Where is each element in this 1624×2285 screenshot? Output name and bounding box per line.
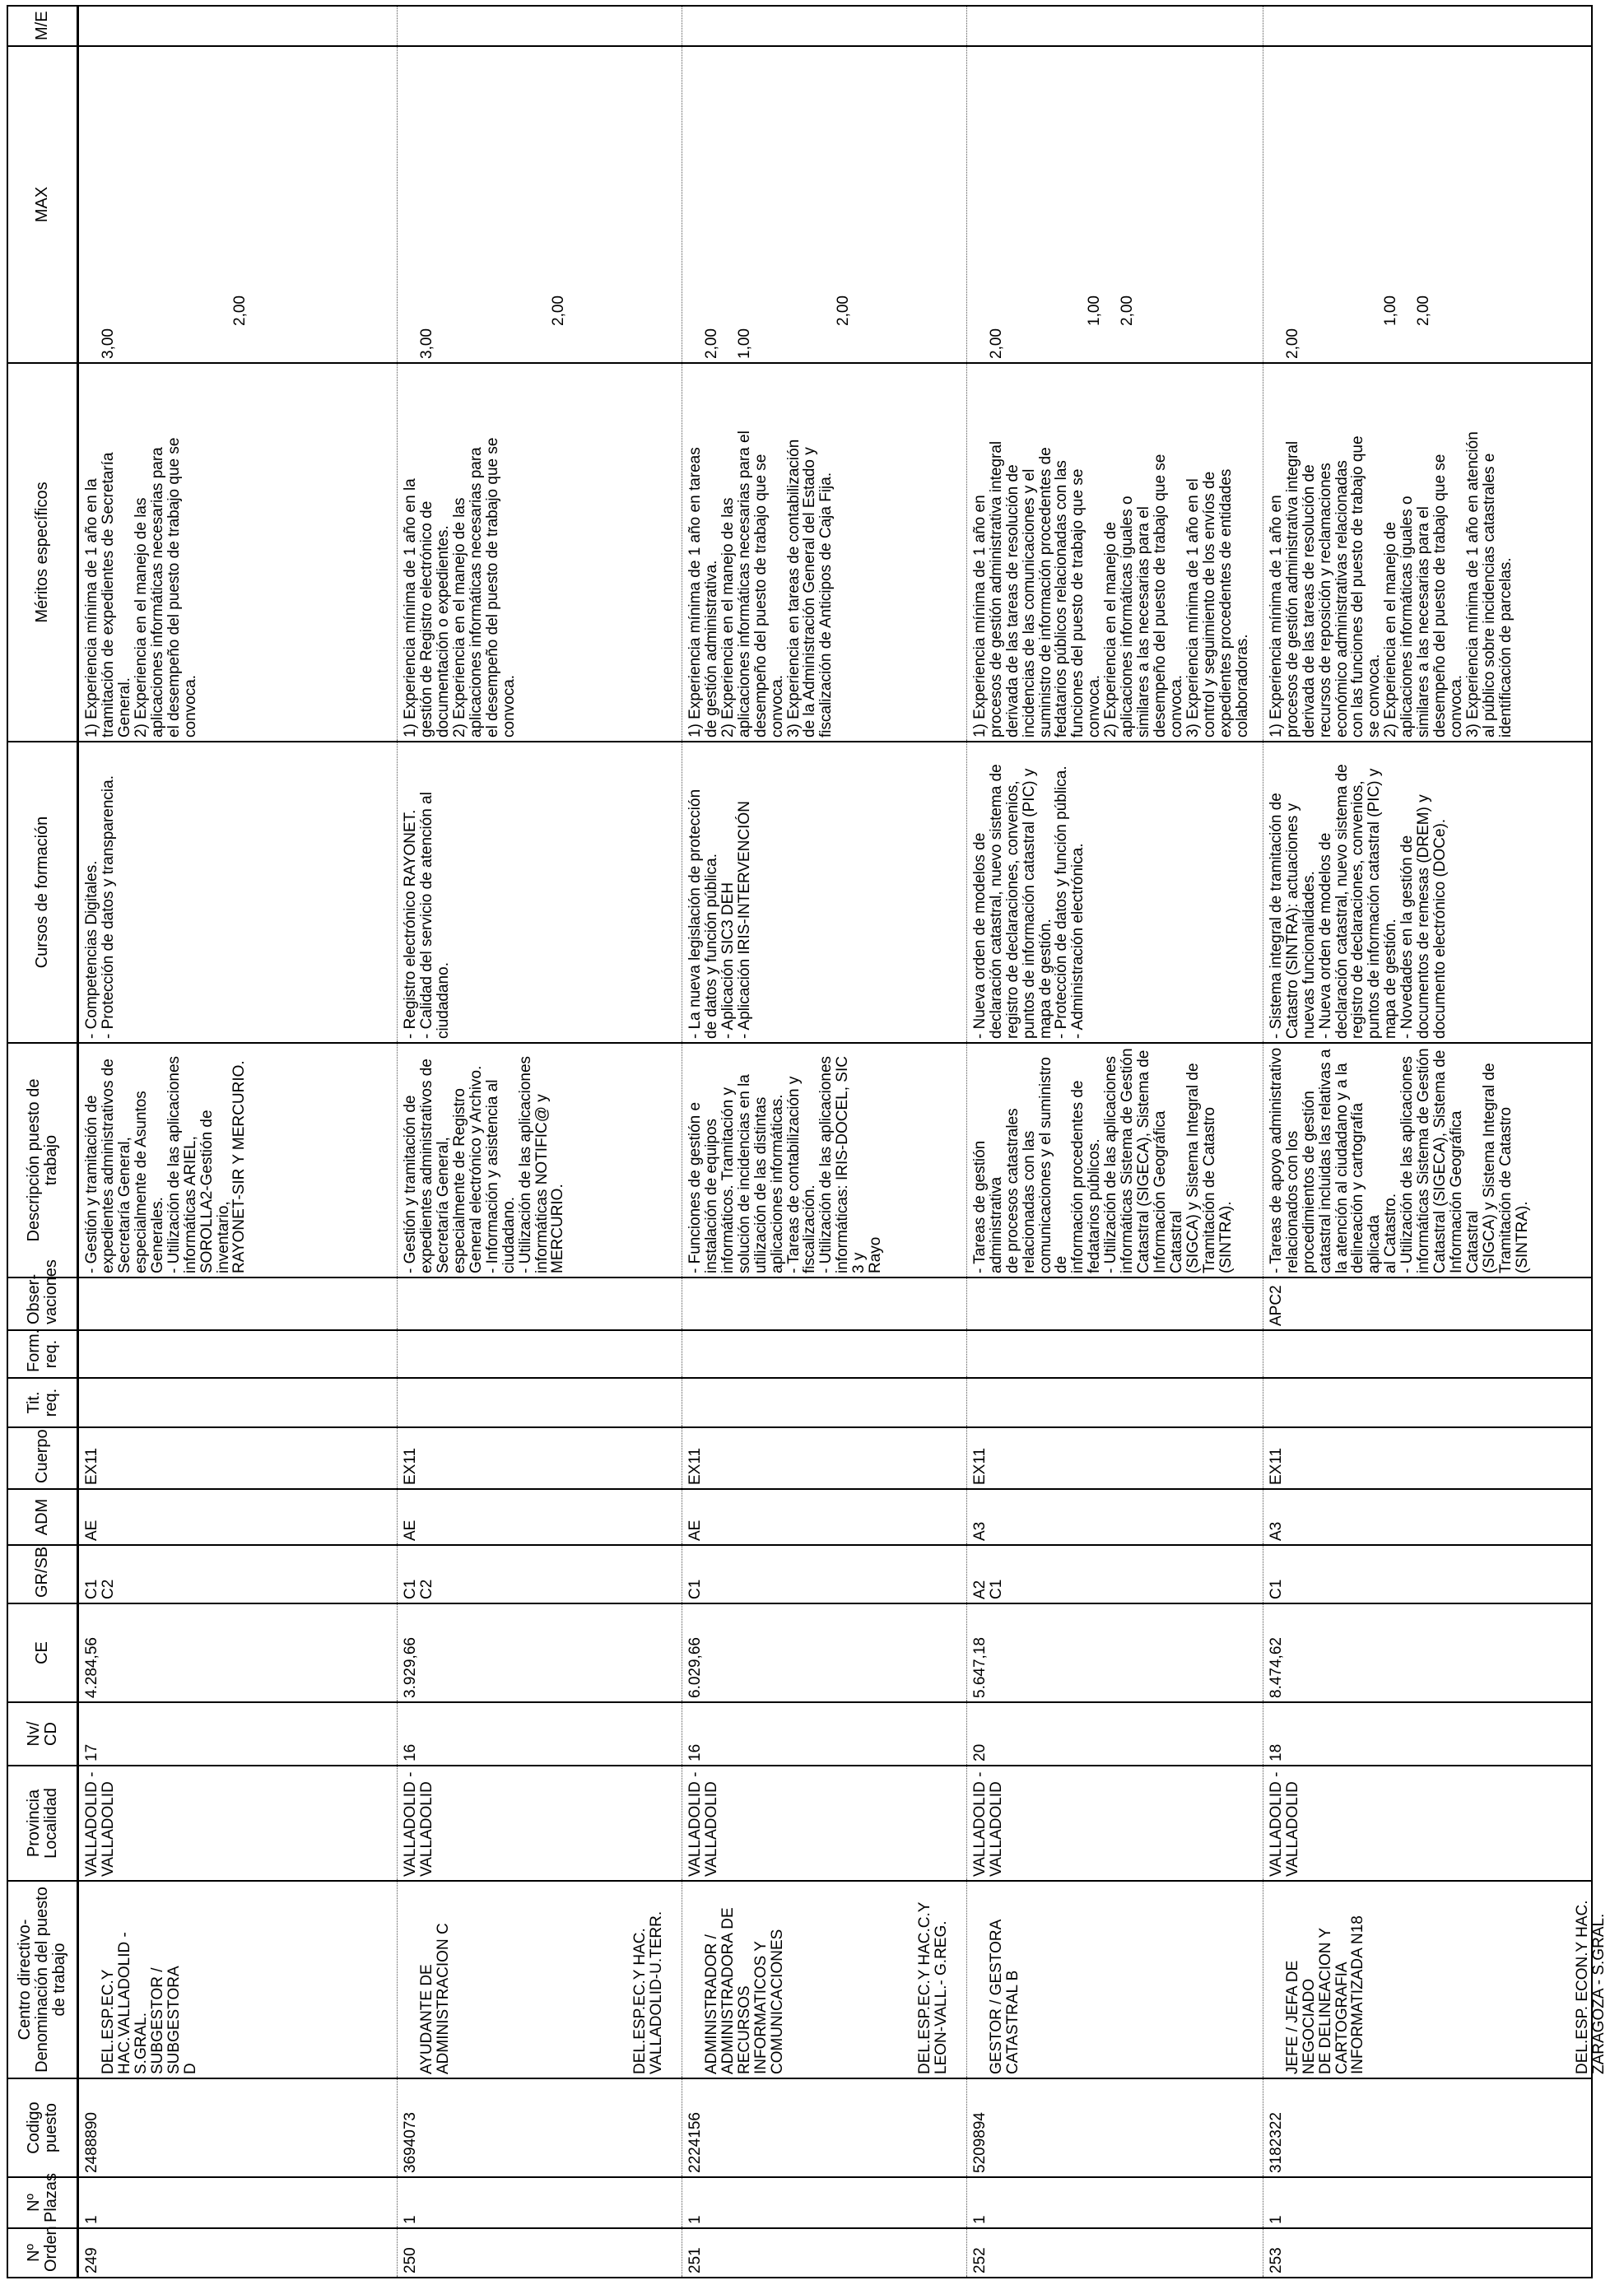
cell-obs — [966, 1277, 1263, 1330]
cell-me — [1263, 6, 1592, 46]
header-meritos: Méritos específicos — [7, 363, 78, 742]
max-value — [1351, 50, 1367, 359]
cell-plazas: 1 — [966, 2177, 1263, 2228]
cell-ce: 6.029,66 — [682, 1603, 966, 1702]
max-value: 3,00 — [99, 328, 117, 359]
centro-top: DEL.ESP.EC.Y HAC.VALLADOLID - S.GRAL. — [99, 1932, 150, 2074]
cell-orden: 253 — [1263, 2228, 1592, 2278]
denominacion: SUBGESTOR / SUBGESTORA D — [148, 1966, 199, 2074]
cell-grsb: C1 — [1263, 1545, 1592, 1603]
cell-provincia: VALLADOLID - VALLADOLID — [682, 1766, 966, 1881]
header-row — [7, 6, 78, 2278]
cell-me — [398, 6, 682, 46]
cell-descripcion: - Tareas de gestión administrativa de procesos catastrales relacionadas con las comunicaciones y el suministro de información procedentes de fedatarios públicos. - Utilización de las aplicaciones informáticas Sistema de Gestión Catastral (SIGECA), Sistema de Información Geográfica Catastral (SIGCA) y Sistema Integral de Tramitación de Catastro (SINTRA). — [966, 1043, 1263, 1277]
cell-provincia: VALLADOLID - VALLADOLID — [966, 1766, 1263, 1881]
cell-descripcion: - Gestión y tramitación de expedientes administrativos de Secretaría General, especialmente de Registro General electrónico y Archivo. - Información y asistencia al ciudadano. - Utilización de las aplicaciones informáticas NOTIFIC@ y MERCURIO. — [398, 1043, 682, 1277]
cell-obs — [682, 1277, 966, 1330]
cell-form — [78, 1330, 398, 1378]
cell-ce: 5.647,18 — [966, 1603, 1263, 1702]
cell-meritos: 1) Experiencia mínima de 1 año en tareas de gestión administrativa. 2) Experiencia en el manejo de las aplicaciones informáticas necesarias para el desempeño del puesto de trabajo que se convoca. 3) Experiencia en tareas de contabilización de la Administración General del Estado y fiscalización de Anticipos de Caja Fija. — [682, 363, 966, 742]
table-row — [78, 6, 398, 2278]
max-value — [452, 50, 468, 359]
cell-me — [78, 6, 398, 46]
max-value: 2,00 — [702, 328, 720, 359]
header-grsb: GR/SB — [7, 1545, 78, 1603]
cell-nivel: 20 — [966, 1702, 1263, 1766]
max-value: 2,00 — [1415, 296, 1433, 326]
cell-codigo: 5209894 — [966, 2078, 1263, 2177]
cell-form — [682, 1330, 966, 1378]
cell-tit — [682, 1378, 966, 1427]
cell-me — [682, 6, 966, 46]
table-row — [398, 6, 682, 2278]
header-nivel: Nv/ CD — [7, 1702, 78, 1766]
cell-nivel: 18 — [1263, 1702, 1592, 1766]
cell-cursos: - Nueva orden de modelos de declaración catastral, nuevo sistema de registro de declaraciones, convenios, puntos de información catastral (PIC) y mapa de gestión. - Protección de datos y función pública. - Administración electrónica. — [966, 742, 1263, 1043]
cell-ce: 3.929,66 — [398, 1603, 682, 1702]
cell-meritos: 1) Experiencia mínima de 1 año en procesos de gestión administrativa integral derivada de las tareas de resolución de incidencias de las comunicaciones y el suministro de información procedentes de fedatarios públicos relacionadas con las funciones del puesto de trabajo que se convoca. 2) Experiencia en el manejo de aplicaciones informáticas iguales o similares a las necesarias para el desempeño del puesto de trabajo que se convoca. 3) Experiencia mínima de 1 año en el control y seguimiento de los envíos de expedientes procedentes de entidades colaboradoras. — [966, 363, 1263, 742]
header-descripcion: Descripción puesto de trabajo — [7, 1043, 78, 1277]
cell-form — [1263, 1330, 1592, 1378]
cell-tit — [1263, 1378, 1592, 1427]
cell-adm: A3 — [1263, 1489, 1592, 1545]
max-value — [1054, 50, 1071, 359]
cell-cursos: - Competencias Digitales. - Protección de datos y transparencia. — [78, 742, 398, 1043]
cell-orden: 251 — [682, 2228, 966, 2278]
cell-me — [966, 6, 1263, 46]
cell-form — [398, 1330, 682, 1378]
cell-centro — [398, 1881, 682, 2078]
header-me: M/E — [7, 6, 78, 46]
cell-tit — [966, 1378, 1263, 1427]
max-value — [485, 50, 501, 359]
cell-meritos: 1) Experiencia mínima de 1 año en la tramitación de expedientes de Secretaría General. 2) Experiencia en el manejo de las aplicaciones informáticas necesarias para el desempeño del puesto de trabajo que se convoca. — [78, 363, 398, 742]
max-value — [803, 50, 819, 359]
cell-tit — [398, 1378, 682, 1427]
cell-cuerpo: EX11 — [1263, 1427, 1592, 1489]
cell-cursos: - Sistema integral de tramitación de Catastro (SINTRA): actuaciones y nuevas funcionalidades. - Nueva orden de modelos de declaración catastral, nuevo sistema de registro de declaraciones, convenios, puntos de información catastral (PIC) y mapa de gestión. - Novedades en la gestión de documentos de remesas (DREM) y documento electrónico (DOCe). — [1263, 742, 1592, 1043]
header-cuerpo: Cuerpo — [7, 1427, 78, 1489]
cell-max — [966, 46, 1263, 363]
cell-provincia: VALLADOLID - VALLADOLID — [1263, 1766, 1592, 1881]
cell-codigo: 3182322 — [1263, 2078, 1592, 2177]
cell-ce: 4.284,56 — [78, 1603, 398, 1702]
max-value: 1,00 — [1086, 296, 1104, 326]
max-value — [518, 50, 534, 359]
cell-provincia: VALLADOLID - VALLADOLID — [78, 1766, 398, 1881]
header-ce: CE — [7, 1603, 78, 1702]
max-value: 2,00 — [1119, 296, 1137, 326]
denominacion: AYUDANTE DE ADMINISTRACION C — [417, 1923, 452, 2074]
header-obs: Obser- vaciones — [7, 1277, 78, 1330]
positions-table — [7, 5, 1608, 2278]
cell-plazas: 1 — [398, 2177, 682, 2228]
table-row — [1263, 6, 1592, 2278]
centro-bottom: DEL.ESP.EC.Y HAC.C.Y LEON-VALL.- G.REG. — [915, 1901, 950, 2074]
cell-cuerpo: EX11 — [682, 1427, 966, 1489]
table-row — [682, 6, 966, 2278]
cell-ce: 8.474,62 — [1263, 1603, 1592, 1702]
header-form: Form. req. — [7, 1330, 78, 1378]
max-value: 3,00 — [417, 328, 435, 359]
cell-descripcion: - Tareas de apoyo administrativo relacionados con los procedimientos de gestión catastral incluidas las relativas a la atención al ciudadano y a la delineación y cartografía aplicada al Catastro. - Utilización de las aplicaciones informáticas Sistema de Gestión Catastral (SIGECA), Sistema de Información Geográfica Catastral (SIGCA) y Sistema Integral de Tramitación de Catastro (SINTRA). — [1263, 1043, 1592, 1277]
cell-cuerpo: EX11 — [78, 1427, 398, 1489]
cell-grsb: C1 C2 — [78, 1545, 398, 1603]
cell-grsb: C1 C2 — [398, 1545, 682, 1603]
cell-adm: AE — [682, 1489, 966, 1545]
max-value: 1,00 — [1382, 296, 1400, 326]
cell-form — [966, 1330, 1263, 1378]
header-adm: ADM — [7, 1489, 78, 1545]
header-cursos: Cursos de formación — [7, 742, 78, 1043]
header-max: MAX — [7, 46, 78, 363]
cell-plazas: 1 — [1263, 2177, 1592, 2228]
header-orden: Nº Orden — [7, 2228, 78, 2278]
denominacion: GESTOR / GESTORA CATASTRAL B — [987, 1919, 1021, 2074]
cell-nivel: 16 — [398, 1702, 682, 1766]
max-value — [1318, 50, 1334, 359]
cell-adm: AE — [398, 1489, 682, 1545]
cell-centro — [1263, 1881, 1608, 2078]
cell-plazas: 1 — [78, 2177, 398, 2228]
header-codigo: Codigo puesto — [7, 2078, 78, 2177]
cell-codigo: 2224156 — [682, 2078, 966, 2177]
max-value: 2,00 — [834, 296, 852, 326]
cell-cursos: - Registro electrónico RAYONET. - Calidad del servicio de atención al ciudadano. — [398, 742, 682, 1043]
cell-provincia: VALLADOLID - VALLADOLID — [398, 1766, 682, 1881]
denominacion: ADMINISTRADOR / ADMINISTRADORA DE RECURSOS INFORMATICOS Y COMUNICACIONES — [702, 1907, 786, 2074]
cell-max — [1263, 46, 1592, 363]
header-tit: Tit. req. — [7, 1378, 78, 1427]
max-value — [199, 50, 216, 359]
cell-orden: 249 — [78, 2228, 398, 2278]
cell-centro — [682, 1881, 966, 2078]
max-value: 2,00 — [230, 296, 249, 326]
cell-cursos: - La nueva legislación de protección de datos y función pública. - Aplicación SIC3 DEH - Aplicación IRIS-INTERVENCIÓN — [682, 742, 966, 1043]
table-row — [966, 6, 1263, 2278]
max-value — [1021, 50, 1038, 359]
cell-nivel: 16 — [682, 1702, 966, 1766]
cell-max — [682, 46, 966, 363]
cell-obs — [398, 1277, 682, 1330]
header-centro: Centro directivo- Denominación del puesto de trabajo — [7, 1881, 78, 2078]
max-value: 2,00 — [987, 328, 1005, 359]
cell-descripcion: - Funciones de gestión e instalación de equipos informáticos. Tramitación y solución de incidencias en la utilización de las distintas aplicaciones informáticas. - Tareas de contabilización y fiscalización. - Utilización de las aplicaciones informáticas: IRIS-DOCEL, SIC 3 y Rayo — [682, 1043, 966, 1277]
cell-obs — [78, 1277, 398, 1330]
cell-tit — [78, 1378, 398, 1427]
max-value: 2,00 — [549, 296, 567, 326]
max-value: 2,00 — [1283, 328, 1301, 359]
centro-bottom: DEL.ESP.EC.Y HAC. VALLADOLID-U.TERR. — [631, 1910, 665, 2074]
header-plazas: Nº Plazas — [7, 2177, 78, 2228]
header-provincia: Provincia Localidad — [7, 1766, 78, 1881]
cell-orden: 252 — [966, 2228, 1263, 2278]
cell-obs: APC2 — [1263, 1277, 1592, 1330]
cell-cuerpo: EX11 — [398, 1427, 682, 1489]
cell-orden: 250 — [398, 2228, 682, 2278]
max-value — [770, 50, 786, 359]
cell-nivel: 17 — [78, 1702, 398, 1766]
max-value — [166, 50, 183, 359]
max-value — [133, 50, 150, 359]
cell-codigo: 2488890 — [78, 2078, 398, 2177]
cell-cuerpo: EX11 — [966, 1427, 1263, 1489]
cell-grsb: A2 C1 — [966, 1545, 1263, 1603]
cell-max — [78, 46, 398, 363]
max-value: 1,00 — [735, 328, 753, 359]
centro-bottom: DEL.ESP. ECON.Y HAC. ZARAGOZA - S.GRAL. — [1574, 1900, 1608, 2074]
cell-adm: AE — [78, 1489, 398, 1545]
cell-meritos: 1) Experiencia mínima de 1 año en la gestión de Registro electrónico de documentación o expedientes. 2) Experiencia en el manejo de las aplicaciones informáticas necesarias para el desempeño del puesto de trabajo que se convoca. — [398, 363, 682, 742]
cell-centro — [78, 1881, 398, 2078]
denominacion: JEFE / JEFA DE NEGOCIADO DE DELINEACION Y CARTOGRAFIA INFORMATIZADA N18 — [1283, 1915, 1367, 2074]
cell-grsb: C1 — [682, 1545, 966, 1603]
cell-meritos: 1) Experiencia mínima de 1 año en procesos de gestión administrativa integral derivada de las tareas de resolución de recursos de reposición y reclamaciones económico administrativas relacionadas con las funciones del puesto de trabajo que se convoca. 2) Experiencia en el manejo de aplicaciones informáticas iguales o similares a las necesarias para el desempeño del puesto de trabajo que se convoca. 3) Experiencia mínima de 1 año en atención al público sobre incidencias catastrales e identificación de parcelas. — [1263, 363, 1592, 742]
cell-centro — [966, 1881, 1263, 2078]
cell-codigo: 3694073 — [398, 2078, 682, 2177]
cell-max — [398, 46, 682, 363]
cell-plazas: 1 — [682, 2177, 966, 2228]
cell-adm: A3 — [966, 1489, 1263, 1545]
cell-descripcion: - Gestión y tramitación de expedientes administrativos de Secretaría General, especialmente de Asuntos Generales. - Utilización de las aplicaciones informáticas ARIEL, SOROLLA2-Gestión de inventario, RAYONET-SIR Y MERCURIO. — [78, 1043, 398, 1277]
